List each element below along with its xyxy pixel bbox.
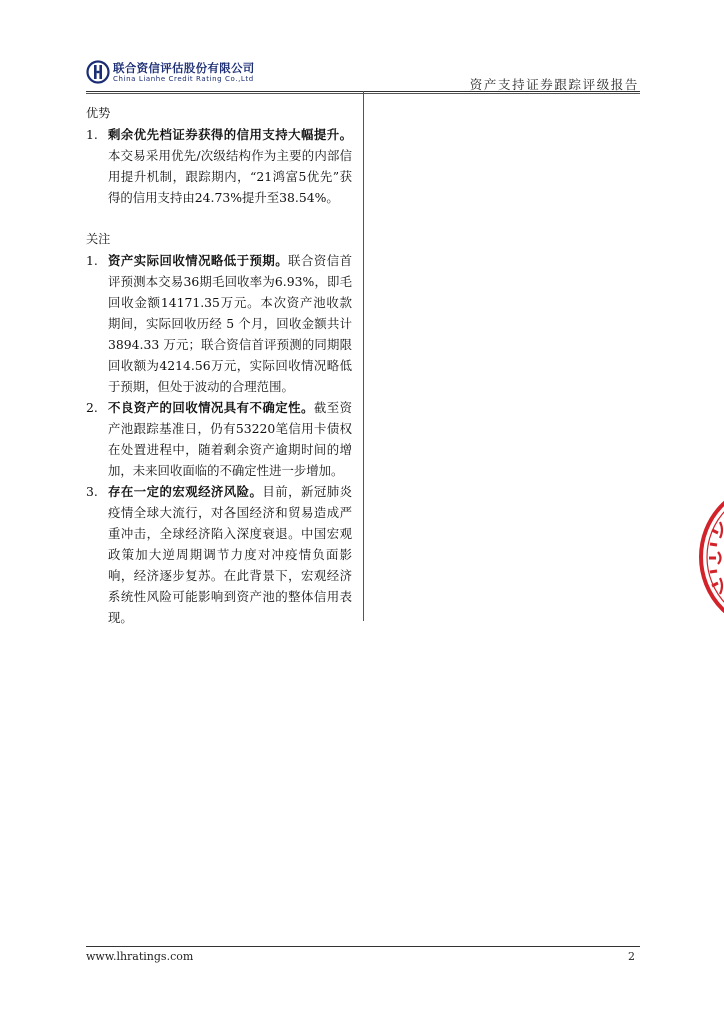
- main-content: [86, 103, 352, 628]
- item-lead: 剩余优先档证券获得的信用支持大幅提升。: [108, 127, 352, 142]
- section-gap: [86, 208, 352, 229]
- item-text: 本交易采用优先/次级结构作为主要的内部信用提升机制，跟踪期内，“21鸿富5优先”获得的信用支持由24.73%提升至38.54%。: [108, 148, 352, 205]
- item-lead: 不良资产的回收情况具有不确定性。: [108, 400, 314, 415]
- column-divider: [363, 91, 364, 621]
- report-type-title: 资产支持证券跟踪评级报告: [469, 77, 639, 92]
- item-body: [108, 250, 352, 397]
- item-text: 联合资信首评预测本交易36期毛回收率为6.93%，即毛回收金额14171.35万元。本次资产池收款期间，实际回收历经 5 个月，回收金额共计3894.33 万元；联合资信首评预测的同期限回收额为4214.56万元，实际回收情况略低于预期，但处于波动的合理范围。: [108, 253, 352, 394]
- company-logo: [86, 60, 266, 90]
- item-number: 1.: [86, 127, 98, 142]
- page-number: 2: [628, 950, 635, 963]
- company-seal-icon: [690, 472, 724, 642]
- list-item: [86, 250, 352, 397]
- item-body: [108, 397, 352, 481]
- list-item: [86, 124, 352, 208]
- company-name-en: China Lianhe Credit Rating Co.,Ltd: [113, 75, 254, 83]
- item-text: 目前，新冠肺炎疫情全球大流行，对各国经济和贸易造成严重冲击，全球经济陷入深度衰退。中国宏观政策加大逆周期调节力度对冲疫情负面影响，经济逐步复苏。在此背景下，宏观经济系统性风险可能影响到资产池的整体信用表现。: [108, 484, 352, 625]
- item-lead: 存在一定的宏观经济风险。: [108, 484, 263, 499]
- footer-url: www.lhratings.com: [86, 950, 194, 963]
- item-text: 截至资产池跟踪基准日，仍有53220笔信用卡债权在处置进程中，随着剩余资产逾期时间的增加，未来回收面临的不确定性进一步增加。: [108, 400, 352, 478]
- item-lead: 资产实际回收情况略低于预期。: [108, 253, 289, 268]
- page-header: [0, 0, 724, 100]
- item-number: 1.: [86, 253, 98, 268]
- lianhe-logo-icon: [86, 60, 110, 84]
- item-body: [108, 124, 352, 208]
- item-body: [108, 481, 352, 628]
- section-title-advantages: 优势: [86, 106, 111, 120]
- section-title-concerns: 关注: [86, 232, 111, 246]
- item-number: 2.: [86, 400, 98, 415]
- list-item: [86, 481, 352, 628]
- list-item: [86, 397, 352, 481]
- company-name-cn: 联合资信评估股份有限公司: [113, 61, 255, 75]
- footer-rule: [86, 946, 640, 947]
- item-number: 3.: [86, 484, 98, 499]
